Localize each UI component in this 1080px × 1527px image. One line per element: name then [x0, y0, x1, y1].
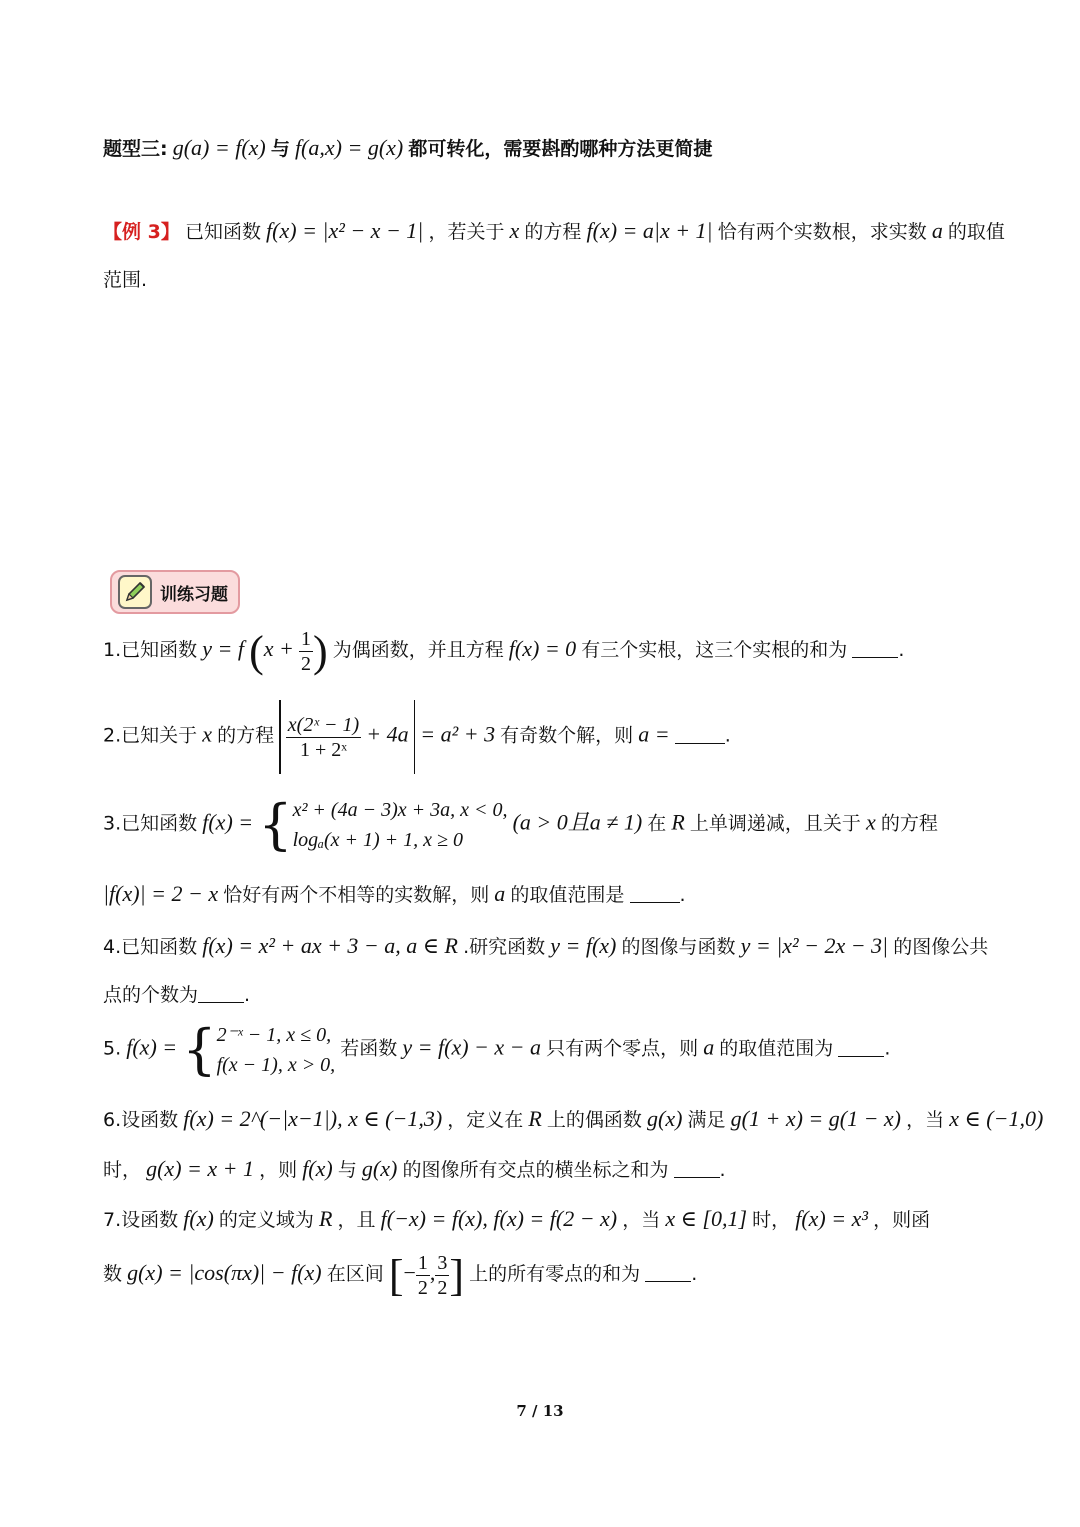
page-number: 7 / 13 [516, 1402, 564, 1420]
q4-text: 4.已知函数 [103, 936, 198, 958]
q3-text: 的方程 [880, 812, 938, 835]
q6-text: ，当 [906, 1109, 945, 1131]
q7-equation: f(−x) = f(x), f(x) = f(2 − x) [380, 1206, 618, 1231]
q6-function: f(x) = 2^(−|x−1|), x ∈ (−1,3) [183, 1106, 443, 1131]
section-heading [103, 134, 712, 161]
q7-text: ，则函 [873, 1209, 931, 1231]
q7-function-g: g(x) = |cos(πx)| − f(x) [127, 1260, 322, 1285]
q3-cases [293, 795, 508, 855]
q1-end: . [898, 639, 905, 661]
q7-cube: f(x) = x³ [795, 1206, 868, 1231]
example-var: x [509, 218, 520, 243]
q6-text: ，则 [259, 1159, 298, 1181]
q3-end: . [679, 884, 686, 906]
exercise-3 [103, 795, 938, 855]
answer-blank [838, 1038, 884, 1057]
example-var: a [931, 218, 943, 243]
frac-den: 2 [437, 1277, 448, 1299]
case-2: f(x − 1), x > 0, [216, 1054, 336, 1076]
q7-text: 时， [752, 1209, 791, 1231]
q5-text: 5. [103, 1037, 122, 1060]
q6-text: 时， [103, 1159, 142, 1181]
minus-sign: − [403, 1260, 416, 1285]
brace: { [182, 1018, 217, 1081]
badge-label: 训练习题 [160, 585, 228, 605]
q5-text: 的取值范围为 [719, 1037, 834, 1060]
q6-var: R [528, 1106, 542, 1131]
q5-text: 若函数 [340, 1037, 398, 1060]
q1-function: y = f [202, 636, 244, 661]
exercise-7 [103, 1205, 930, 1232]
q5-var: a [703, 1034, 715, 1060]
example-text: 的取值 [947, 221, 1005, 243]
q3-var: R [671, 809, 685, 835]
exercise-4 [103, 932, 988, 959]
q2-end: . [724, 724, 731, 747]
q2-fraction [286, 713, 361, 762]
heading-formula-1: g(a) = f(x) [172, 135, 266, 160]
frac-den: 2 [417, 1277, 428, 1299]
q7-text: 7.设函数 [103, 1209, 179, 1231]
answer-blank [198, 984, 244, 1003]
q4-text: 的图像与函数 [621, 936, 736, 958]
q7-function: f(x) [183, 1206, 214, 1231]
example-3-line2: 范围. [103, 269, 148, 291]
q7-frac-low [416, 1251, 430, 1300]
q6-text: 满足 [687, 1109, 726, 1131]
q3-var: a [494, 881, 506, 906]
frac-den: 1 + 2ˣ [299, 738, 347, 761]
q4-function: f(x) = x² + ax + 3 − a, a ∈ R [202, 933, 458, 958]
q7-text: ，且 [337, 1209, 376, 1231]
exercise-1 [103, 626, 904, 677]
q3-text: 的取值范围是 [510, 884, 625, 906]
q4-end: . [244, 984, 251, 1006]
q6-text: 上的偶函数 [546, 1109, 642, 1131]
q2-text: 的方程 [217, 724, 275, 747]
q7-var: R [318, 1206, 333, 1231]
paren-close: ) [312, 627, 328, 676]
q3-text: 在 [647, 812, 667, 835]
heading-conj: 与 [270, 138, 290, 160]
q3-text: 恰好有两个不相等的实数解，则 [223, 884, 490, 906]
example-tag: 【例 3】 [103, 221, 180, 243]
q6-text: 与 [337, 1159, 357, 1181]
heading-label: 题型三: [103, 138, 168, 160]
q7-text: 上的所有零点的和为 [469, 1263, 641, 1285]
frac-den: 2 [300, 653, 311, 675]
q6-text: 的图像所有交点的横坐标之和为 [402, 1159, 669, 1181]
example-text: ，若关于 [428, 221, 505, 243]
exercise-6 [103, 1105, 1043, 1132]
case-1: x² + (4a − 3)x + 3a, x < 0, [292, 799, 508, 821]
q2-var: a = [638, 721, 670, 747]
q1-equation: f(x) = 0 [508, 636, 577, 661]
case-2: logₐ(x + 1) + 1, x ≥ 0 [292, 829, 464, 851]
q5-end: . [884, 1037, 891, 1060]
exercise-5 [103, 1020, 890, 1080]
q6-function: f(x) [302, 1156, 333, 1181]
q6-function-g: g(x) [647, 1106, 683, 1131]
q6-text: 6.设函数 [103, 1109, 179, 1131]
frac-num: 1 [417, 1252, 428, 1274]
answer-blank [675, 725, 725, 744]
comma: , [429, 1260, 436, 1285]
q4-text: .研究函数 [463, 936, 546, 958]
q1-text: 为偶函数，并且方程 [332, 639, 504, 661]
exercise-2 [103, 700, 731, 774]
q3-text: 上单调递减，且关于 [689, 812, 861, 835]
example-3-line1 [103, 217, 1005, 244]
bracket-close: ] [449, 1251, 465, 1300]
q7-text: 的定义域为 [218, 1209, 314, 1231]
q5-text: 只有两个零点，则 [546, 1037, 699, 1060]
q7-frac-high [435, 1251, 449, 1300]
exercise-7-line2 [103, 1250, 697, 1301]
answer-blank [645, 1263, 691, 1282]
example-text: 的方程 [524, 221, 582, 243]
q6-end: . [719, 1159, 726, 1181]
heading-rest: 都可转化，需要斟酌哪种方法更简捷 [408, 138, 713, 160]
q7-text: ，当 [622, 1209, 661, 1231]
q1-inner: x + [263, 636, 294, 661]
example-function: f(x) = |x² − x − 1| [266, 218, 424, 243]
q5-function: f(x) = [126, 1034, 178, 1060]
exercise-4-line2 [103, 980, 250, 1007]
fraction-half [299, 627, 313, 676]
q7-interval: x ∈ [0,1] [665, 1206, 748, 1231]
answer-blank [630, 884, 680, 903]
example-text: 恰有两个实数根，求实数 [717, 221, 927, 243]
q2-term: + 4a [366, 721, 409, 747]
example-equation: f(x) = a|x + 1| [586, 218, 713, 243]
q4-function-y: y = f(x) [550, 933, 617, 958]
abs-bar [414, 700, 416, 774]
q3-function: f(x) = [202, 809, 254, 835]
q6-equation: g(x) = x + 1 [146, 1156, 254, 1181]
exercise-badge [110, 570, 240, 614]
frac-num: 3 [437, 1252, 448, 1274]
q7-end: . [691, 1263, 698, 1285]
q4-text: 的图像公共 [893, 936, 989, 958]
q6-interval: x ∈ (−1,0) [949, 1106, 1044, 1131]
q3-equation: |f(x)| = 2 − x [103, 881, 219, 906]
exercise-6-line2 [103, 1155, 726, 1182]
q6-function-g: g(x) [361, 1156, 398, 1181]
answer-blank [852, 639, 898, 658]
brace: { [258, 793, 293, 856]
bracket-open: [ [388, 1251, 404, 1300]
frac-num: 1 [300, 628, 311, 650]
q7-text: 在区间 [326, 1263, 384, 1285]
q1-text: 有三个实根，这三个实根的和为 [581, 639, 848, 661]
example-text: 已知函数 [184, 221, 261, 243]
q2-text: 有奇数个解，则 [500, 724, 634, 747]
answer-blank [674, 1159, 720, 1178]
case-1: 2⁻ˣ − 1, x ≤ 0, [216, 1024, 332, 1046]
exercise-3-line2 [103, 880, 686, 907]
q2-text: 2.已知关于 [103, 724, 198, 747]
q3-text: 3.已知函数 [103, 812, 198, 835]
q4-text: 点的个数为 [103, 984, 199, 1006]
q4-function-g: y = |x² − 2x − 3| [740, 933, 889, 958]
abs-bar [279, 700, 281, 774]
q7-text: 数 [103, 1263, 123, 1285]
paren-open: ( [249, 627, 264, 676]
q6-text: ，定义在 [447, 1109, 524, 1131]
frac-num: x(2ˣ − 1) [287, 713, 360, 736]
q2-var: x [202, 721, 212, 747]
q5-cases [217, 1020, 336, 1080]
q2-rhs: = a² + 3 [420, 721, 496, 747]
heading-formula-2: f(a,x) = g(x) [294, 135, 404, 160]
q3-condition: (a > 0且a ≠ 1) [512, 809, 643, 835]
q5-function-y: y = f(x) − x − a [402, 1034, 541, 1060]
q3-var: x [866, 809, 876, 835]
q6-equation: g(1 + x) = g(1 − x) [730, 1106, 902, 1131]
q1-text: 1.已知函数 [103, 639, 198, 661]
pencil-icon [118, 575, 152, 609]
